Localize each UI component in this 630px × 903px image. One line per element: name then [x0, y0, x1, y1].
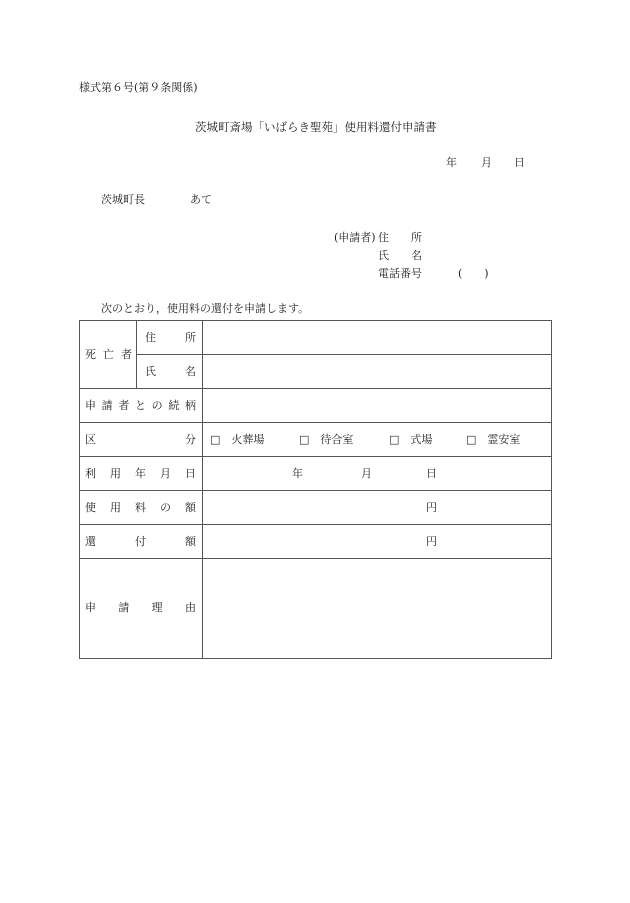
deceased-name-label: 氏名: [145, 365, 196, 378]
refund-unit: 円: [426, 535, 437, 548]
deceased-label: 死亡者: [85, 348, 132, 361]
fee-label: 使用料の額: [85, 501, 196, 514]
deceased-name-field[interactable]: [203, 355, 551, 388]
relationship-label: 申請者との続柄: [85, 399, 196, 412]
checkbox-icon[interactable]: □: [210, 433, 221, 446]
checkbox-icon[interactable]: □: [389, 433, 400, 446]
addressee-suffix: あて: [190, 193, 212, 206]
refund-label: 還付額: [85, 535, 196, 548]
category-option-ceremony-hall[interactable]: □ 式場: [389, 433, 433, 446]
applicant-prefix: (申請者): [334, 231, 376, 244]
document-title: 茨城町斎場「いばらき聖苑」使用料還付申請書: [195, 120, 437, 134]
category-label: 区分: [85, 433, 196, 446]
category-option-waiting-room[interactable]: □ 待合室: [299, 433, 354, 446]
deceased-address-label: 住所: [145, 331, 196, 344]
relationship-field[interactable]: [203, 389, 551, 422]
form-number: 様式第６号(第９条関係): [79, 81, 198, 94]
phone-parens: ( ): [458, 267, 489, 280]
use-date-month: 月: [361, 467, 372, 480]
applicant-address-label: 住 所: [378, 231, 422, 244]
category-option-mortuary[interactable]: □ 霊安室: [466, 433, 521, 446]
applicant-name-label: 氏 名: [378, 249, 422, 262]
addressee: 茨城町長: [101, 193, 145, 206]
deceased-address-field[interactable]: [203, 321, 551, 354]
checkbox-icon[interactable]: □: [466, 433, 477, 446]
reason-label: 申請理由: [85, 601, 196, 614]
use-date-year: 年: [292, 467, 303, 480]
use-date-day: 日: [426, 467, 437, 480]
date-year-label: 年: [446, 156, 457, 169]
fee-unit: 円: [426, 501, 437, 514]
intro-text: 次のとおり，使用料の還付を申請します。: [101, 302, 310, 315]
date-day-label: 日: [514, 156, 525, 169]
category-option-crematorium[interactable]: □ 火葬場: [210, 433, 265, 446]
date-month-label: 月: [481, 156, 492, 169]
applicant-phone-label: 電話番号: [378, 267, 422, 280]
reason-field[interactable]: [203, 559, 551, 658]
checkbox-icon[interactable]: □: [299, 433, 310, 446]
use-date-label: 利用年月日: [85, 467, 196, 480]
